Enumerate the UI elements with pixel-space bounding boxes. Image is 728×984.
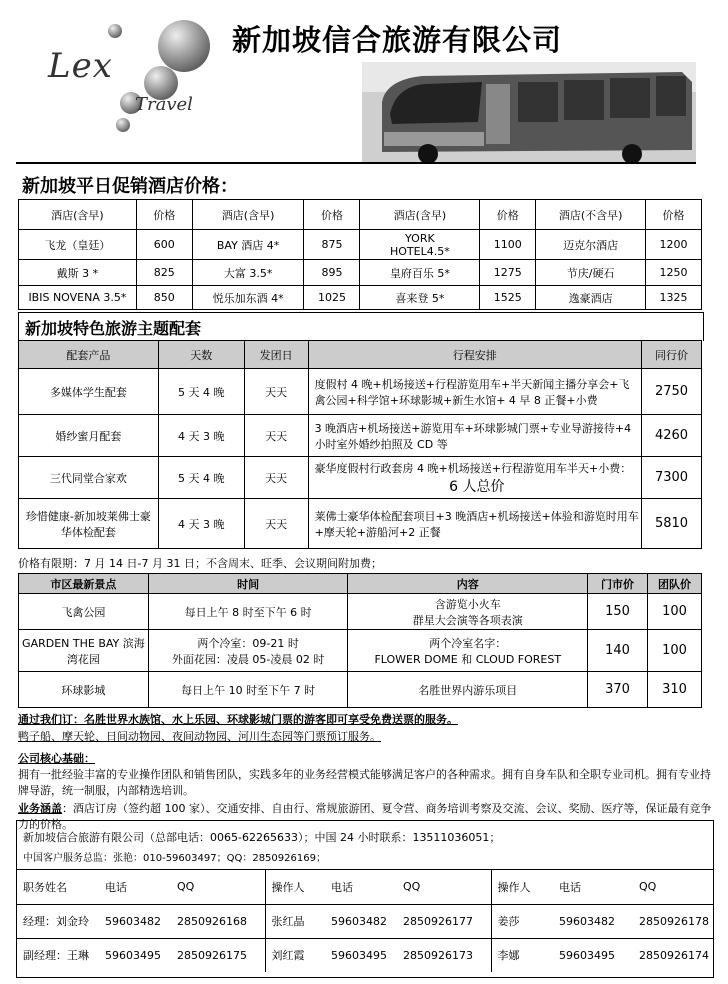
package-price: 2750 [642,369,702,415]
attraction-time-line: 两个冷室：09-21 时 [197,636,299,650]
hotel-header: 酒店(含早) [192,200,304,230]
table-row [19,369,702,415]
staff-phone: 59603495 [325,938,397,972]
package-days: 4 天 3 晚 [158,415,244,457]
attraction-name-line: GARDEN THE BAY 滨海 [22,636,145,650]
attraction-name: 飞禽公园 [19,594,149,630]
package-departure: 天天 [244,415,308,457]
price-cell: 1250 [646,260,702,286]
attraction-content-line: 含游览小火车 [434,597,501,611]
package-name: 三代同堂合家欢 [19,457,159,499]
staff-name: 刘红霞 [265,938,325,972]
staff-name: 姜莎 [491,904,553,938]
attraction-content: 名胜世界内游乐项目 [348,672,588,708]
staff-header: 操作人 [271,880,305,894]
price-cell: 600 [136,230,192,260]
staff-phone: 59603482 [325,904,397,938]
package-itinerary: 莱佛士豪华体检配套项目+3 晚酒店+机场接送+体验和游览时用车+摩天轮+游船河+2 正餐 [308,499,641,549]
table-row [19,672,702,708]
package-departure: 天天 [244,457,308,499]
table-row [19,630,702,672]
scope-label: 业务涵盖 [18,802,62,815]
group-price: 310 [648,672,702,708]
staff-header: 操作人 [497,880,531,894]
validity-note: 价格有限期：7 月 14 日-7 月 31 日；不含周末、旺季、会议期间附加费； [18,557,382,570]
package-price: 4260 [642,415,702,457]
table-row [19,499,702,549]
table-row [17,938,713,972]
hotel-header: 价格 [480,200,536,230]
staff-header: 电话 [105,880,127,894]
package-table [18,340,702,549]
package-itinerary-cell [308,457,641,499]
scope-text: ：酒店订房（签约超 100 家）、交通安排、自由行、常规旅游团、夏令营、商务培训考察及交流、会议、奖励、医疗等，保证最有竞争力的价格。 [18,802,712,831]
package-header: 配套产品 [19,341,159,369]
attraction-header: 团队价 [648,574,702,594]
staff-name: 经理：刘金玲 [17,904,99,938]
attraction-time: 每日上午 10 时至下午 7 时 [148,672,348,708]
hotel-header: 价格 [304,200,360,230]
bus-photo [362,62,696,162]
hotel-cell: 逸豪酒店 [536,286,646,310]
contact-box [16,820,714,978]
hotel-header: 价格 [646,200,702,230]
hotel-cell: YORK HOTEL4.5* [360,230,480,260]
package-departure: 天天 [244,499,308,549]
staff-header: QQ [639,880,657,894]
table-row [17,904,713,938]
ticket-note-2: 鸭子船、摩天轮、日间动物园、夜间动物园、河川生态园等门票预订服务。 [18,730,381,743]
company-title: 新加坡信合旅游有限公司 [232,23,563,57]
package-days: 5 天 4 晚 [158,369,244,415]
core-title: 公司核心基础： [18,752,95,765]
package-header: 天数 [158,341,244,369]
attraction-name-line: 湾花园 [66,652,100,666]
table-row [19,286,702,310]
attraction-time [148,630,348,672]
hotel-cell: 飞龙（皇廷） [19,230,137,260]
table-row [19,594,702,630]
hotel-header: 酒店(含早) [360,200,480,230]
hotel-cell: 悦乐加东酒 4* [192,286,304,310]
ticket-note-1: 通过我们订：名胜世界水族馆、水上乐园、环球影城门票的游客即可享受免费送票的服务。 [18,713,458,726]
price-cell: 1100 [480,230,536,260]
package-itinerary: 3 晚酒店+机场接送+游览用车+环球影城门票+专业导游接待+4 小时室外婚纱拍照及 CD 等 [308,415,641,457]
attraction-time-line: 外面花园：凌晨 05-凌晨 02 时 [171,652,325,666]
retail-price: 140 [588,630,648,672]
attraction-header: 内容 [348,574,588,594]
hotel-header: 酒店(含早) [19,200,137,230]
hotel-header: 酒店(不含早) [536,200,646,230]
package-header: 同行价 [642,341,702,369]
staff-phone: 59603495 [553,938,633,972]
group-price: 100 [648,594,702,630]
hotel-cell: 喜来登 5* [360,286,480,310]
retail-price: 370 [588,672,648,708]
price-cell: 875 [304,230,360,260]
staff-name: 张红晶 [265,904,325,938]
price-cell: 1275 [480,260,536,286]
staff-phone: 59603482 [553,904,633,938]
hotel-header: 价格 [136,200,192,230]
hotel-cell: 迈克尔酒店 [536,230,646,260]
hotels-title: 新加坡平日促销酒店价格： [22,176,238,197]
company-logo [40,18,220,146]
retail-price: 150 [588,594,648,630]
price-cell: 1325 [646,286,702,310]
attraction-header: 时间 [148,574,348,594]
price-cell: 1525 [480,286,536,310]
hotel-price-table [18,199,702,310]
staff-qq: 2850926175 [171,938,265,972]
hotel-cell: 节庆/硬石 [536,260,646,286]
staff-table [17,870,713,972]
six-people-total: 6 人总价 [449,478,505,495]
contact-line-2: 中国客户服务总监：张艳：010-59603497；QQ：2850926169； [23,853,326,864]
attraction-content-line: 群星大会演等各项表演 [412,613,523,627]
attraction-content [348,594,588,630]
staff-name: 副经理：王琳 [17,938,99,972]
attraction-content [348,630,588,672]
package-price: 7300 [642,457,702,499]
package-itinerary: 度假村 4 晚+机场接送+行程游览用车+半天新闻主播分享会+飞禽公园+科学馆+环球影城+新生水馆+ 4 早 8 正餐+小费 [308,369,641,415]
package-header: 发团日 [244,341,308,369]
attraction-name: 环球影城 [19,672,149,708]
table-row [19,415,702,457]
price-cell: 825 [136,260,192,286]
attraction-content-line: 两个冷室名字： [429,636,507,650]
staff-qq: 2850926168 [171,904,265,938]
header-divider [16,162,696,164]
staff-header: 电话 [331,880,353,894]
packages-title-box [18,312,704,341]
packages-title: 新加坡特色旅游主题配套 [25,319,202,338]
price-cell: 1200 [646,230,702,260]
logo-travel: Travel [135,94,193,115]
contact-line-1: 新加坡信合旅游有限公司（总部电话：0065-62265633）；中国 24 小时联系：13511036051； [23,831,501,844]
attraction-header: 门市价 [588,574,648,594]
staff-qq: 2850926174 [633,938,713,972]
hotel-cell: 皇府百乐 5* [360,260,480,286]
group-price: 100 [648,630,702,672]
staff-qq: 2850926177 [397,904,491,938]
price-cell: 895 [304,260,360,286]
logo-lex: Lex [48,46,113,86]
hotel-cell: 大富 3.5* [192,260,304,286]
package-header: 行程安排 [308,341,641,369]
price-cell: 850 [136,286,192,310]
staff-header: QQ [397,870,491,904]
package-name: 多媒体学生配套 [19,369,159,415]
attraction-content-line: FLOWER DOME 和 CLOUD FOREST [374,652,562,666]
package-price: 5810 [642,499,702,549]
staff-name: 李娜 [491,938,553,972]
staff-header: QQ [171,870,265,904]
attraction-header: 市区最新景点 [19,574,149,594]
price-cell: 1025 [304,286,360,310]
package-days: 5 天 4 晚 [158,457,244,499]
staff-qq: 2850926178 [633,904,713,938]
hotel-cell: IBIS NOVENA 3.5* [19,286,137,310]
package-itinerary: 豪华度假村行政套房 4 晚+机场接送+行程游览用车半天+小费： [314,461,632,475]
table-row [19,260,702,286]
table-row [19,230,702,260]
package-days: 4 天 3 晚 [158,499,244,549]
staff-phone: 59603495 [99,938,171,972]
package-departure: 天天 [244,369,308,415]
table-row [19,457,702,499]
staff-header: 电话 [559,880,581,894]
staff-qq: 2850926173 [397,938,491,972]
package-name: 珍惜健康-新加坡莱佛士豪华体检配套 [19,499,159,549]
staff-header: 职务姓名 [23,880,67,894]
hotel-cell: 戴斯 3 * [19,260,137,286]
hotel-cell: BAY 酒店 4* [192,230,304,260]
package-name: 婚纱蜜月配套 [19,415,159,457]
attractions-table [18,573,702,708]
attraction-name [19,630,149,672]
attraction-time: 每日上午 8 时至下午 6 时 [148,594,348,630]
staff-phone: 59603482 [99,904,171,938]
core-paragraph: 拥有一批经验丰富的专业操作团队和销售团队，实践多年的业务经营模式能够满足客户的各种需求。拥有自身车队和全职专业司机。拥有专业持牌导游，统一制服，内部精选培训。 [18,768,711,797]
